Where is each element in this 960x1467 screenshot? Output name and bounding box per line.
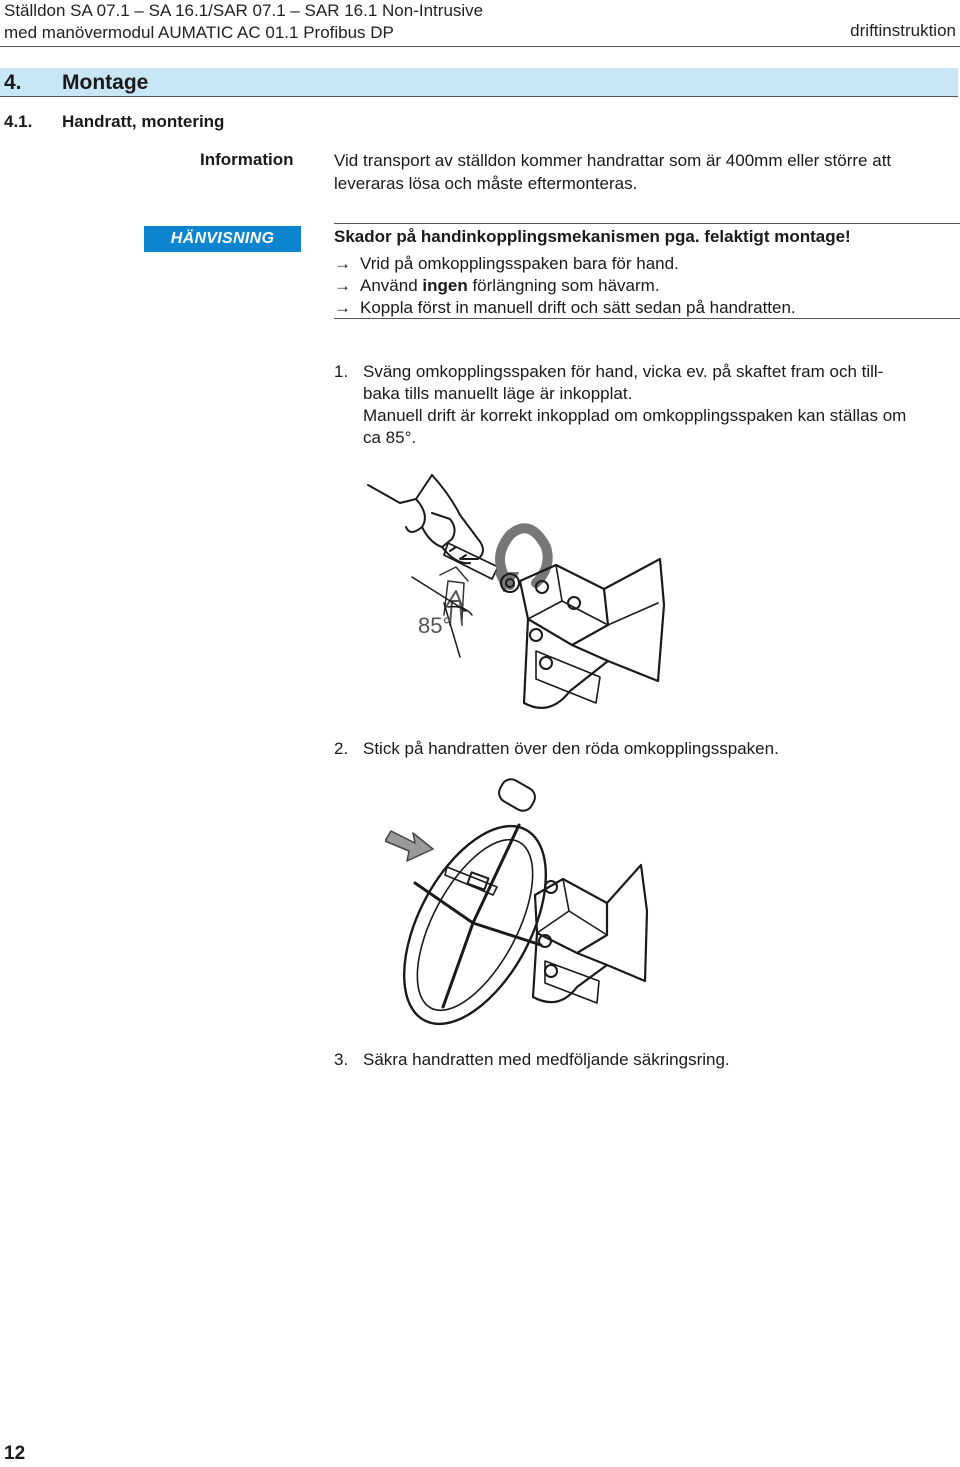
step-number: 1. bbox=[334, 362, 349, 381]
notice-item bbox=[334, 298, 796, 318]
header-doc-type: driftinstruktion bbox=[850, 21, 956, 40]
header-rule bbox=[0, 46, 960, 47]
notice-item-text: Vrid på omkopplingsspaken bara för hand. bbox=[360, 254, 679, 273]
subsection-number: 4.1. bbox=[4, 112, 33, 131]
notice-top-rule bbox=[334, 223, 960, 224]
step-text: Säkra handratten med medföljande säkringsring. bbox=[363, 1050, 730, 1069]
notice-item-text-post: förlängning som hävarm. bbox=[467, 276, 660, 295]
notice-item-text-pre: Använd bbox=[360, 276, 423, 295]
lever-engagement-illustration bbox=[360, 455, 670, 725]
subsection-title: Handratt, montering bbox=[62, 112, 225, 131]
section-title: Montage bbox=[62, 71, 149, 94]
handwheel-installation-illustration bbox=[385, 775, 655, 1030]
notice-title: Skador på handinkopplingsmekanismen pga. felaktigt montage! bbox=[334, 227, 851, 246]
header-title-line2: med manövermodul AUMATIC AC 01.1 Profibus DP bbox=[4, 23, 394, 42]
info-text: Vid transport av ställdon kommer handrattar som är 400mm eller större att leveraras lösa och måste eftermonteras. bbox=[334, 151, 892, 193]
step-text-line: ca 85°. bbox=[363, 428, 417, 447]
notice-item bbox=[334, 276, 660, 296]
page-number: 12 bbox=[4, 1443, 26, 1464]
arrow-right-icon: → bbox=[334, 254, 351, 273]
notice-bottom-rule bbox=[334, 318, 960, 319]
angle-label: 85° bbox=[418, 613, 452, 638]
step-1 bbox=[334, 361, 960, 451]
header-title-line1: Ställdon SA 07.1 – SA 16.1/SAR 07.1 – SAR 16.1 Non-Intrusive bbox=[4, 1, 484, 20]
section-number: 4. bbox=[4, 71, 22, 94]
step-3 bbox=[334, 1049, 960, 1073]
step-2 bbox=[334, 738, 960, 762]
notice-item bbox=[334, 254, 679, 274]
notice-item-text: Koppla först in manuell drift och sätt sedan på handratten. bbox=[360, 298, 796, 317]
step-text-line: Manuell drift är korrekt inkopplad om omkopplingsspaken kan ställas om bbox=[363, 406, 907, 425]
step-text bbox=[363, 361, 960, 449]
step-number: 2. bbox=[334, 739, 349, 758]
step-text-line: baka tills manuellt läge är inkopplat. bbox=[363, 384, 633, 403]
arrow-right-icon: → bbox=[334, 298, 351, 317]
document-header bbox=[4, 0, 483, 44]
notice-item-text-bold: ingen bbox=[422, 276, 468, 295]
info-label: Information bbox=[200, 150, 294, 169]
step-number: 3. bbox=[334, 1050, 349, 1069]
step-text: Stick på handratten över den röda omkopplingsspaken. bbox=[363, 739, 779, 758]
step-text-line: Sväng omkopplingsspaken för hand, vicka ev. på skaftet fram och till- bbox=[363, 362, 884, 381]
arrow-right-icon: → bbox=[334, 276, 351, 295]
notice-badge: HÄNVISNING bbox=[144, 226, 301, 252]
